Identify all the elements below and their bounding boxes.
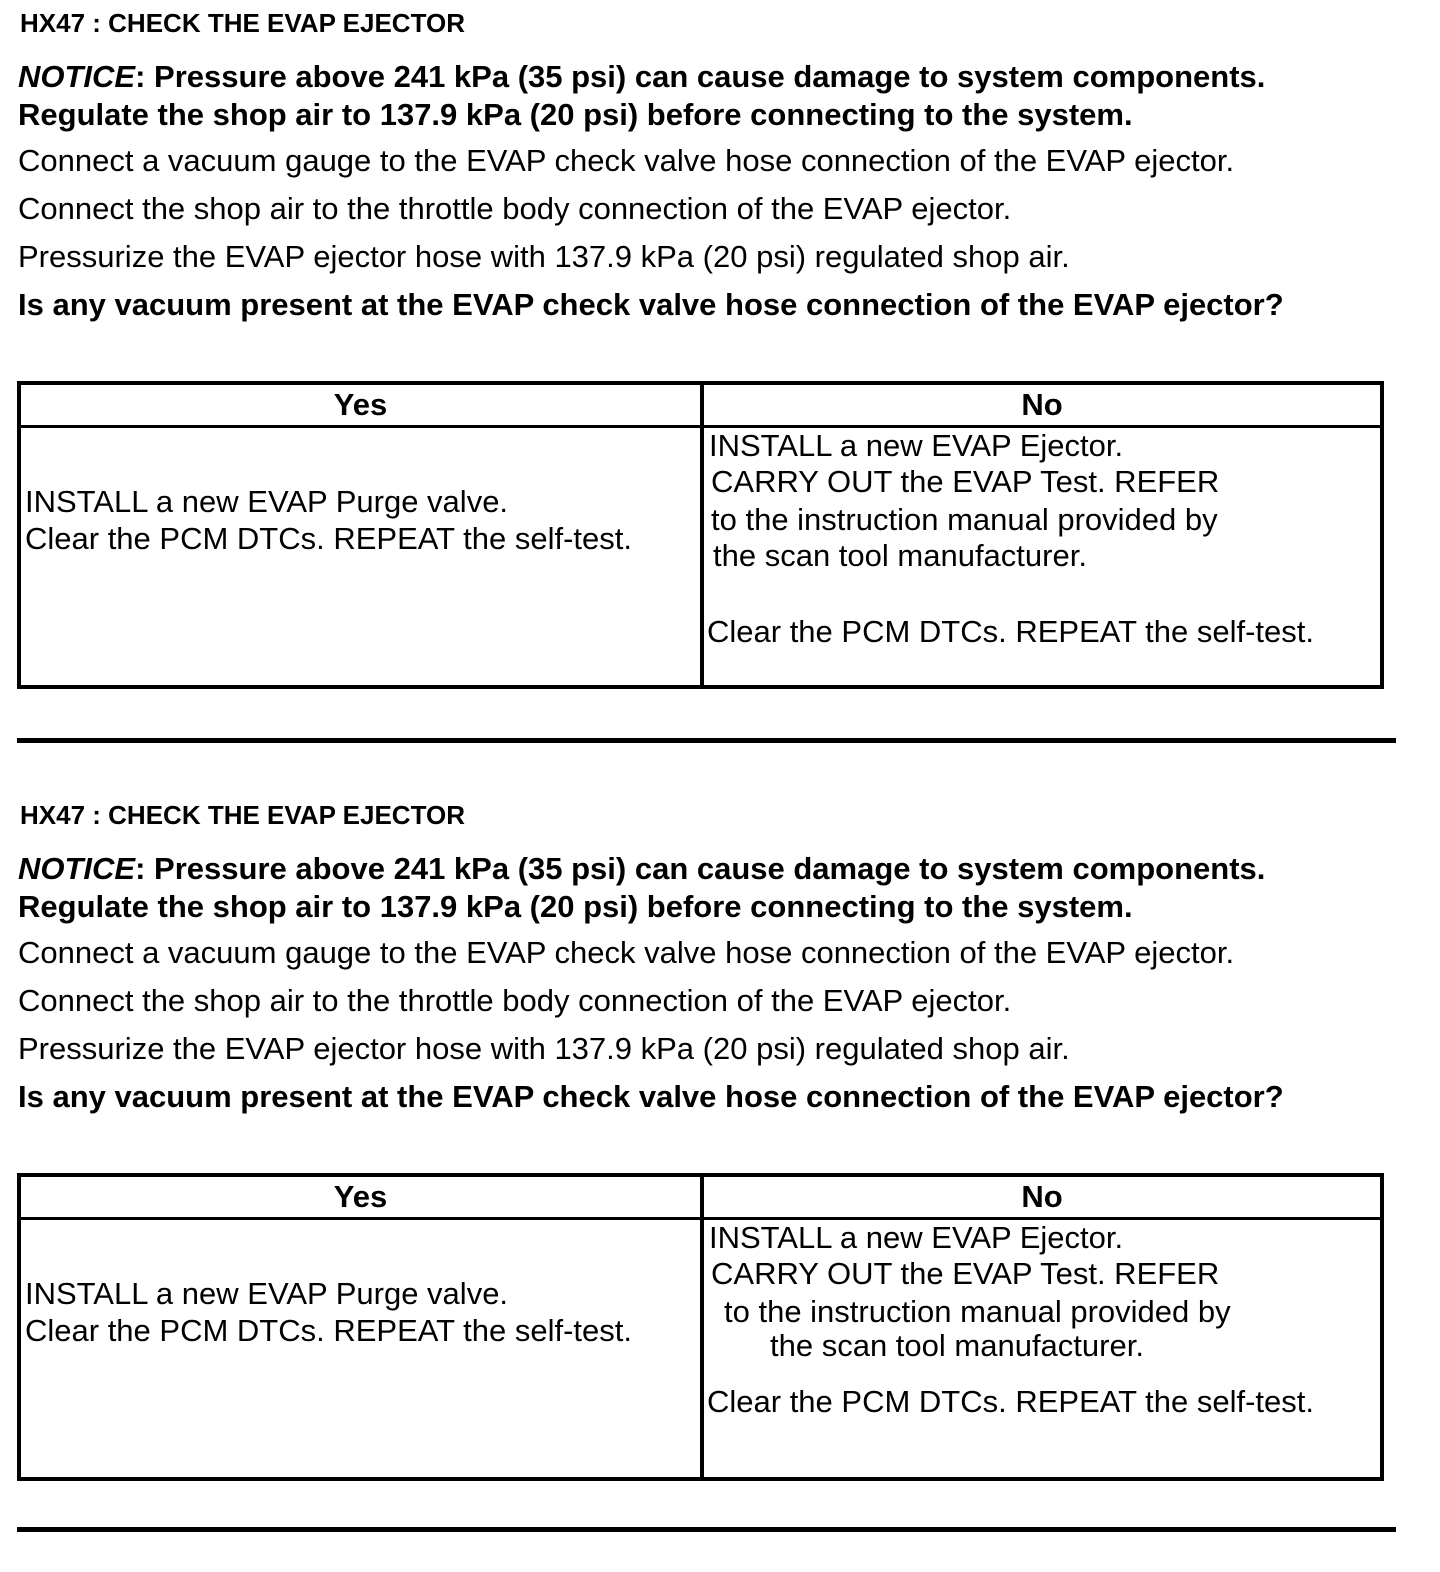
procedure-block <box>0 792 1440 1572</box>
no-action-line: Clear the PCM DTCs. REPEAT the self-test. <box>707 1384 1314 1419</box>
notice-text <box>18 850 1265 926</box>
no-column-header: No <box>1021 1179 1063 1214</box>
notice-label: NOTICE <box>18 59 136 94</box>
notice-message-line2: Regulate the shop air to 137.9 kPa (20 psi) before connecting to the system. <box>18 889 1133 924</box>
notice-message: : Pressure above 241 kPa (35 psi) can cause damage to system components. <box>135 851 1266 886</box>
notice-label: NOTICE <box>18 851 136 886</box>
column-divider <box>700 1177 704 1477</box>
result-table <box>17 1173 1384 1481</box>
section-divider <box>17 738 1396 743</box>
no-action-line: CARRY OUT the EVAP Test. REFER <box>711 464 1220 499</box>
header-divider <box>21 425 1380 428</box>
instruction-step: Connect a vacuum gauge to the EVAP check valve hose connection of the EVAP ejector. <box>18 935 1235 970</box>
notice-message: : Pressure above 241 kPa (35 psi) can cause damage to system components. <box>135 59 1266 94</box>
instruction-step: Connect the shop air to the throttle body connection of the EVAP ejector. <box>18 983 1012 1018</box>
yes-column-header: Yes <box>333 1179 388 1214</box>
yes-action-line: Clear the PCM DTCs. REPEAT the self-test. <box>25 1313 632 1348</box>
notice-text <box>18 58 1265 134</box>
column-divider <box>700 385 704 685</box>
step-heading: HX47 : CHECK THE EVAP EJECTOR <box>20 800 465 830</box>
yes-column-header: Yes <box>333 387 388 422</box>
yes-action-line: INSTALL a new EVAP Purge valve. <box>25 1276 509 1311</box>
procedure-block <box>0 0 1440 780</box>
instruction-step: Pressurize the EVAP ejector hose with 137.9 kPa (20 psi) regulated shop air. <box>18 1031 1070 1066</box>
notice-message-line2: Regulate the shop air to 137.9 kPa (20 psi) before connecting to the system. <box>18 97 1133 132</box>
no-action-line: INSTALL a new EVAP Ejector. <box>709 428 1124 463</box>
instruction-step: Connect the shop air to the throttle body connection of the EVAP ejector. <box>18 191 1012 226</box>
no-action-line: the scan tool manufacturer. <box>713 538 1087 573</box>
no-action-line: the scan tool manufacturer. <box>770 1328 1144 1363</box>
result-table <box>17 381 1384 689</box>
no-action-line: to the instruction manual provided by <box>724 1294 1231 1329</box>
no-action-line: INSTALL a new EVAP Ejector. <box>709 1220 1124 1255</box>
diagnostic-question: Is any vacuum present at the EVAP check valve hose connection of the EVAP ejector? <box>18 287 1284 322</box>
section-divider <box>17 1527 1396 1532</box>
instruction-step: Pressurize the EVAP ejector hose with 137.9 kPa (20 psi) regulated shop air. <box>18 239 1070 274</box>
instruction-step: Connect a vacuum gauge to the EVAP check valve hose connection of the EVAP ejector. <box>18 143 1235 178</box>
no-action-line: Clear the PCM DTCs. REPEAT the self-test. <box>707 614 1314 649</box>
header-divider <box>21 1217 1380 1220</box>
no-action-line: to the instruction manual provided by <box>711 502 1218 537</box>
no-column-header: No <box>1021 387 1063 422</box>
diagnostic-question: Is any vacuum present at the EVAP check valve hose connection of the EVAP ejector? <box>18 1079 1284 1114</box>
yes-action-line: INSTALL a new EVAP Purge valve. <box>25 484 509 519</box>
step-heading: HX47 : CHECK THE EVAP EJECTOR <box>20 8 465 38</box>
yes-action-line: Clear the PCM DTCs. REPEAT the self-test. <box>25 521 632 556</box>
no-action-line: CARRY OUT the EVAP Test. REFER <box>711 1256 1220 1291</box>
